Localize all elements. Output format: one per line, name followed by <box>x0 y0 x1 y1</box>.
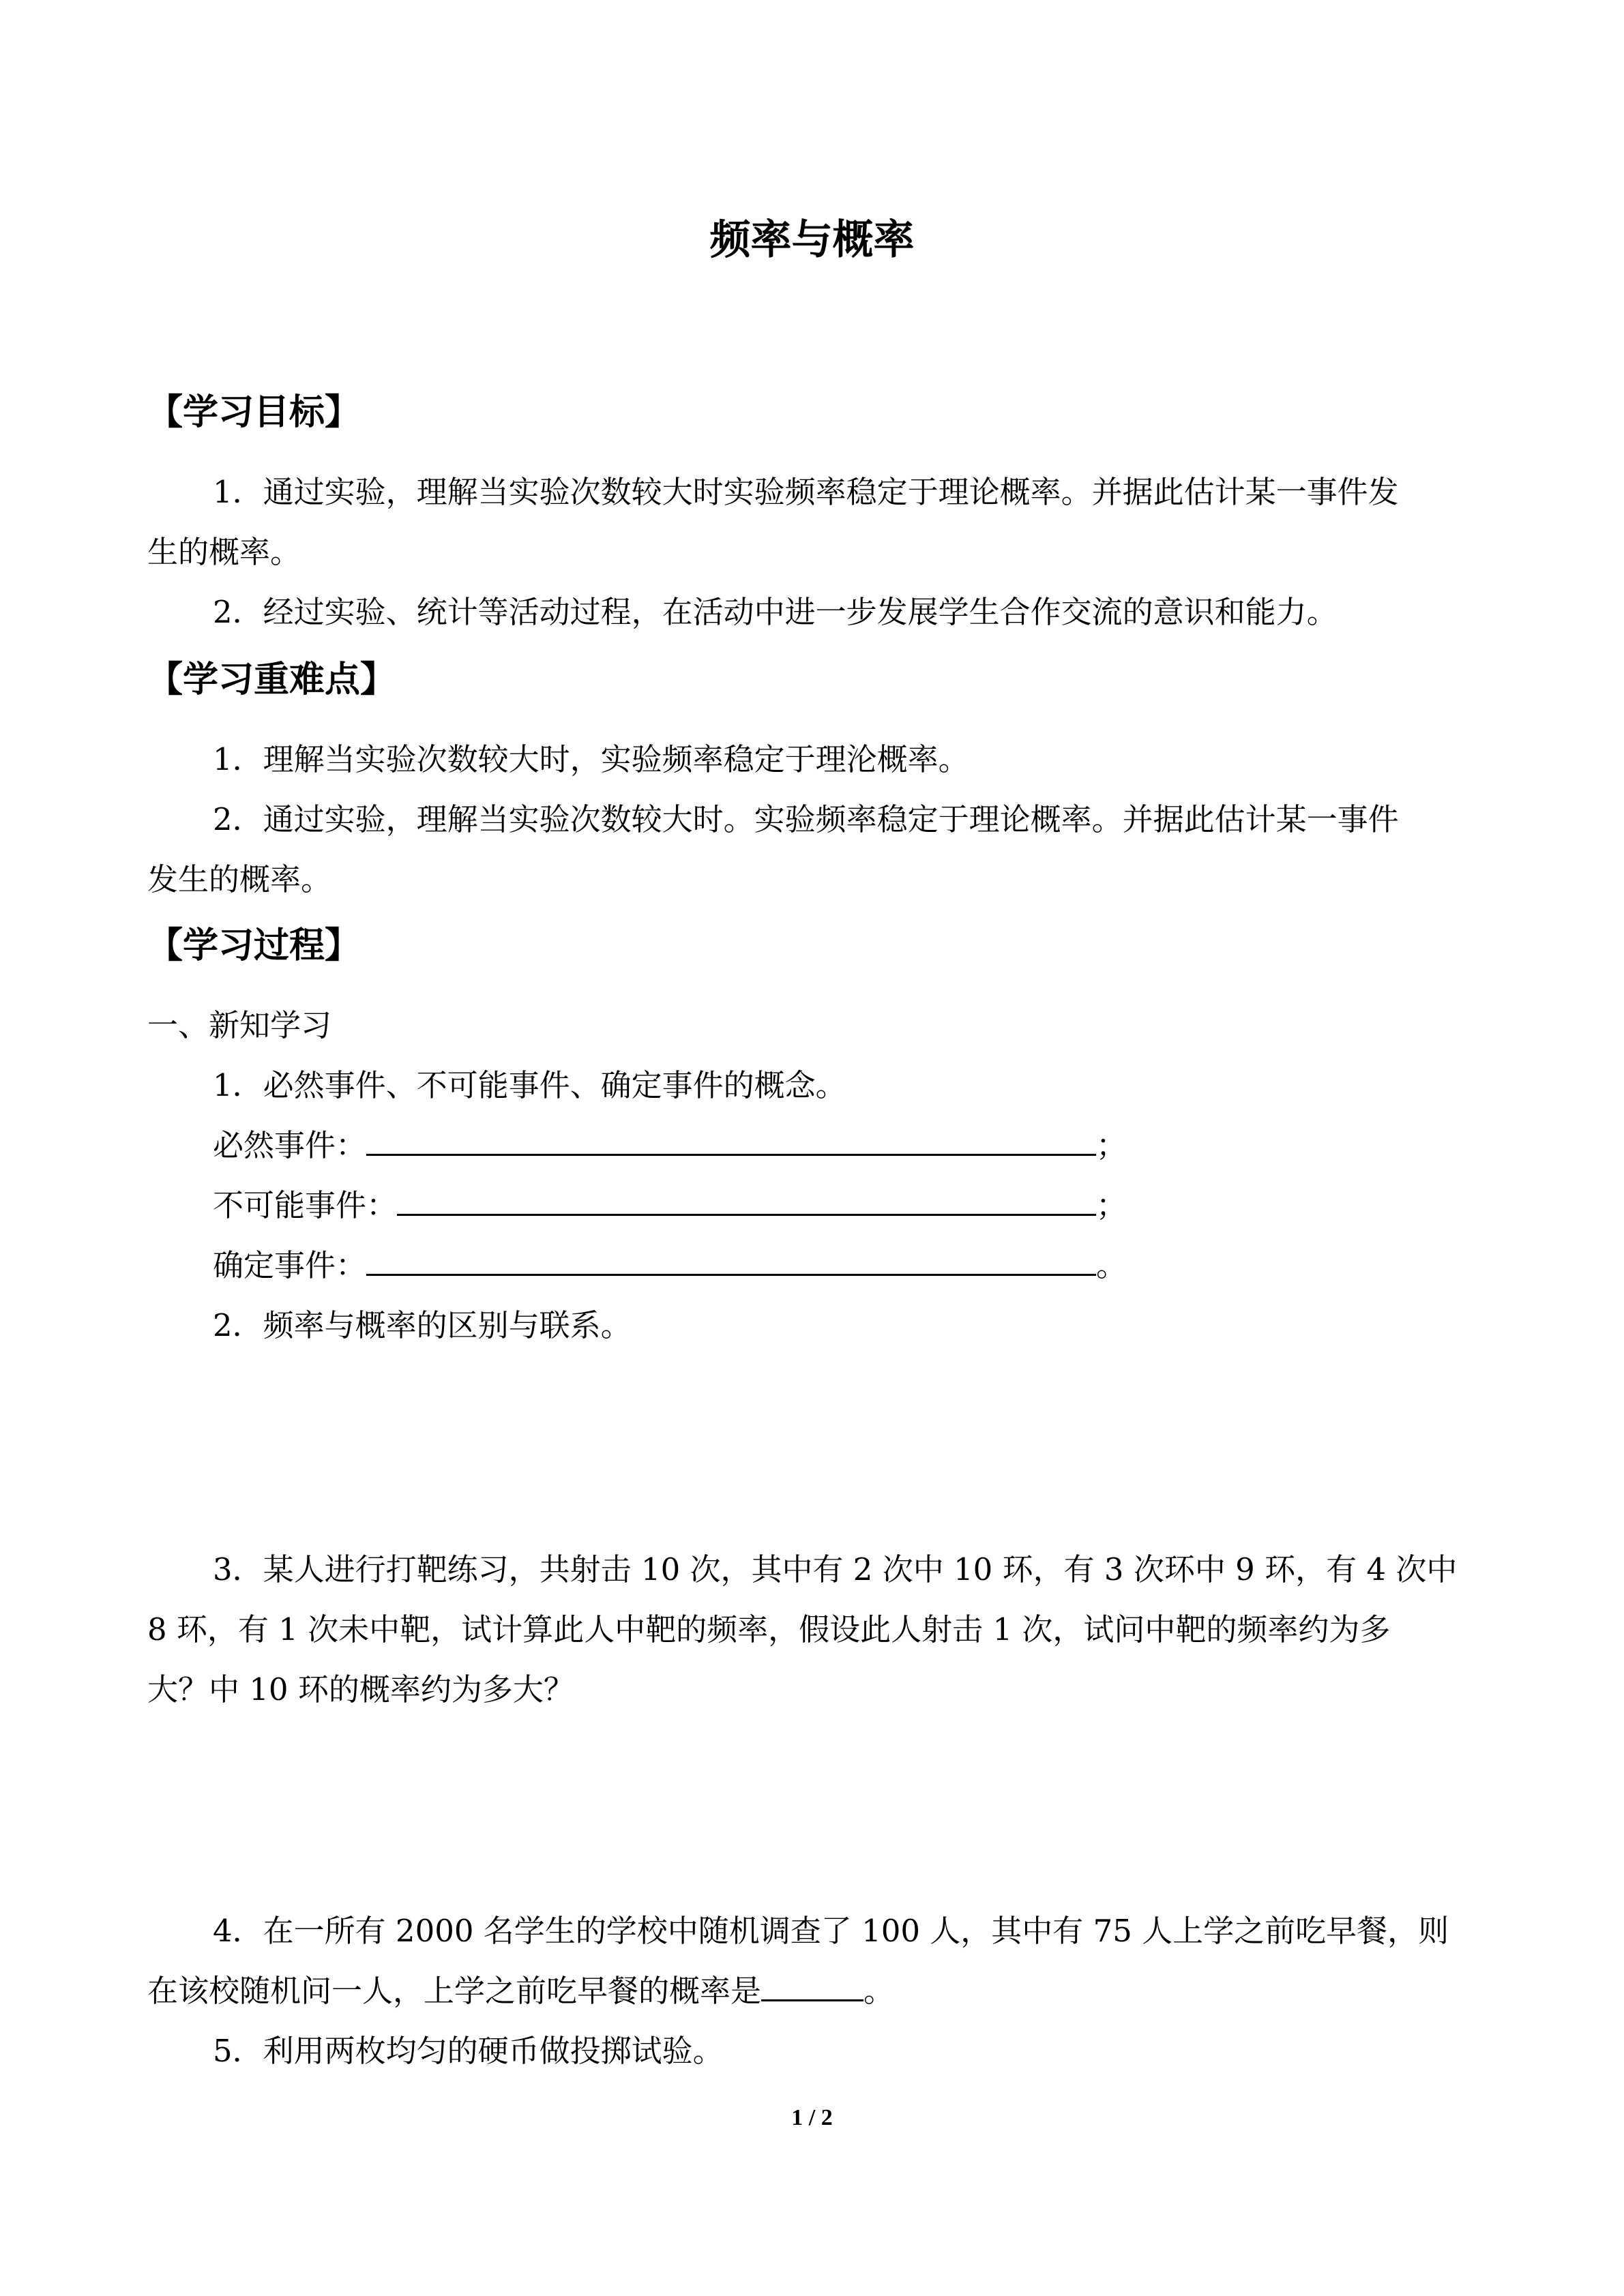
question-3-line1: 3．某人进行打靶练习，共射击 10 次，其中有 2 次中 10 环，有 3 次环中 9 环，有 4 次中 <box>213 1551 1458 1587</box>
blank-end: ； <box>1096 1187 1127 1223</box>
blank-end: ； <box>1096 1127 1127 1163</box>
answer-blank[interactable] <box>366 1244 1096 1276</box>
blank-line-impossible-event <box>213 1184 1127 1227</box>
blank-label: 必然事件： <box>213 1127 367 1163</box>
key-point-2-line2: 发生的概率。 <box>147 861 332 897</box>
page-number: 1 / 2 <box>791 2105 833 2130</box>
question-1: 1．必然事件、不可能事件、确定事件的概念。 <box>213 1067 846 1103</box>
key-point-2-line1: 2．通过实验，理解当实验次数较大时。实验频率稳定于理论概率。并据此估计某一事件 <box>213 801 1399 837</box>
key-point-1: 1．理解当实验次数较大时，实验频率稳定于理沦概率。 <box>213 741 969 777</box>
question-3-line2: 8 环，有 1 次未中靶，试计算此人中靶的频率，假设此人射击 1 次，试问中靶的频率约为多 <box>147 1611 1391 1648</box>
answer-blank[interactable] <box>397 1184 1096 1216</box>
objective-2: 2．经过实验、统计等活动过程，在活动中进一步发展学生合作交流的意识和能力。 <box>213 594 1338 630</box>
question-4-line2 <box>147 1969 894 2013</box>
question-3-line3: 大？中 10 环的概率约为多大？ <box>147 1671 574 1708</box>
question-2: 2．频率与概率的区别与联系。 <box>213 1307 632 1343</box>
blank-end: 。 <box>1096 1247 1127 1283</box>
question-5: 5．利用两枚均匀的硬币做投掷试验。 <box>213 2033 724 2069</box>
blank-line-determined-event <box>213 1244 1127 1287</box>
question-4-text: 在该校随机问一人，上学之前吃早餐的概率是 <box>147 1973 762 2009</box>
answer-blank[interactable] <box>366 1124 1096 1156</box>
section-heading-objectives: 【学习目标】 <box>147 392 361 433</box>
section-heading-key-points: 【学习重难点】 <box>147 659 396 700</box>
blank-label: 不可能事件： <box>213 1187 398 1223</box>
blank-label: 确定事件： <box>213 1247 367 1283</box>
part-1-heading: 一、新知学习 <box>147 1007 332 1043</box>
question-4-line1: 4．在一所有 2000 名学生的学校中随机调查了 100 人，其中有 75 人上学之前吃早餐，则 <box>213 1913 1449 1949</box>
objective-1-line1: 1．通过实验，理解当实验次数较大时实验频率稳定于理论概率。并据此估计某一事件发 <box>213 474 1399 510</box>
objective-1-line2: 生的概率。 <box>147 534 301 570</box>
question-4-end: 。 <box>863 1973 895 2009</box>
blank-line-certain-event <box>213 1124 1127 1167</box>
page-title: 频率与概率 <box>709 216 915 264</box>
section-heading-process: 【学习过程】 <box>147 925 361 966</box>
answer-blank[interactable] <box>761 1969 863 2001</box>
